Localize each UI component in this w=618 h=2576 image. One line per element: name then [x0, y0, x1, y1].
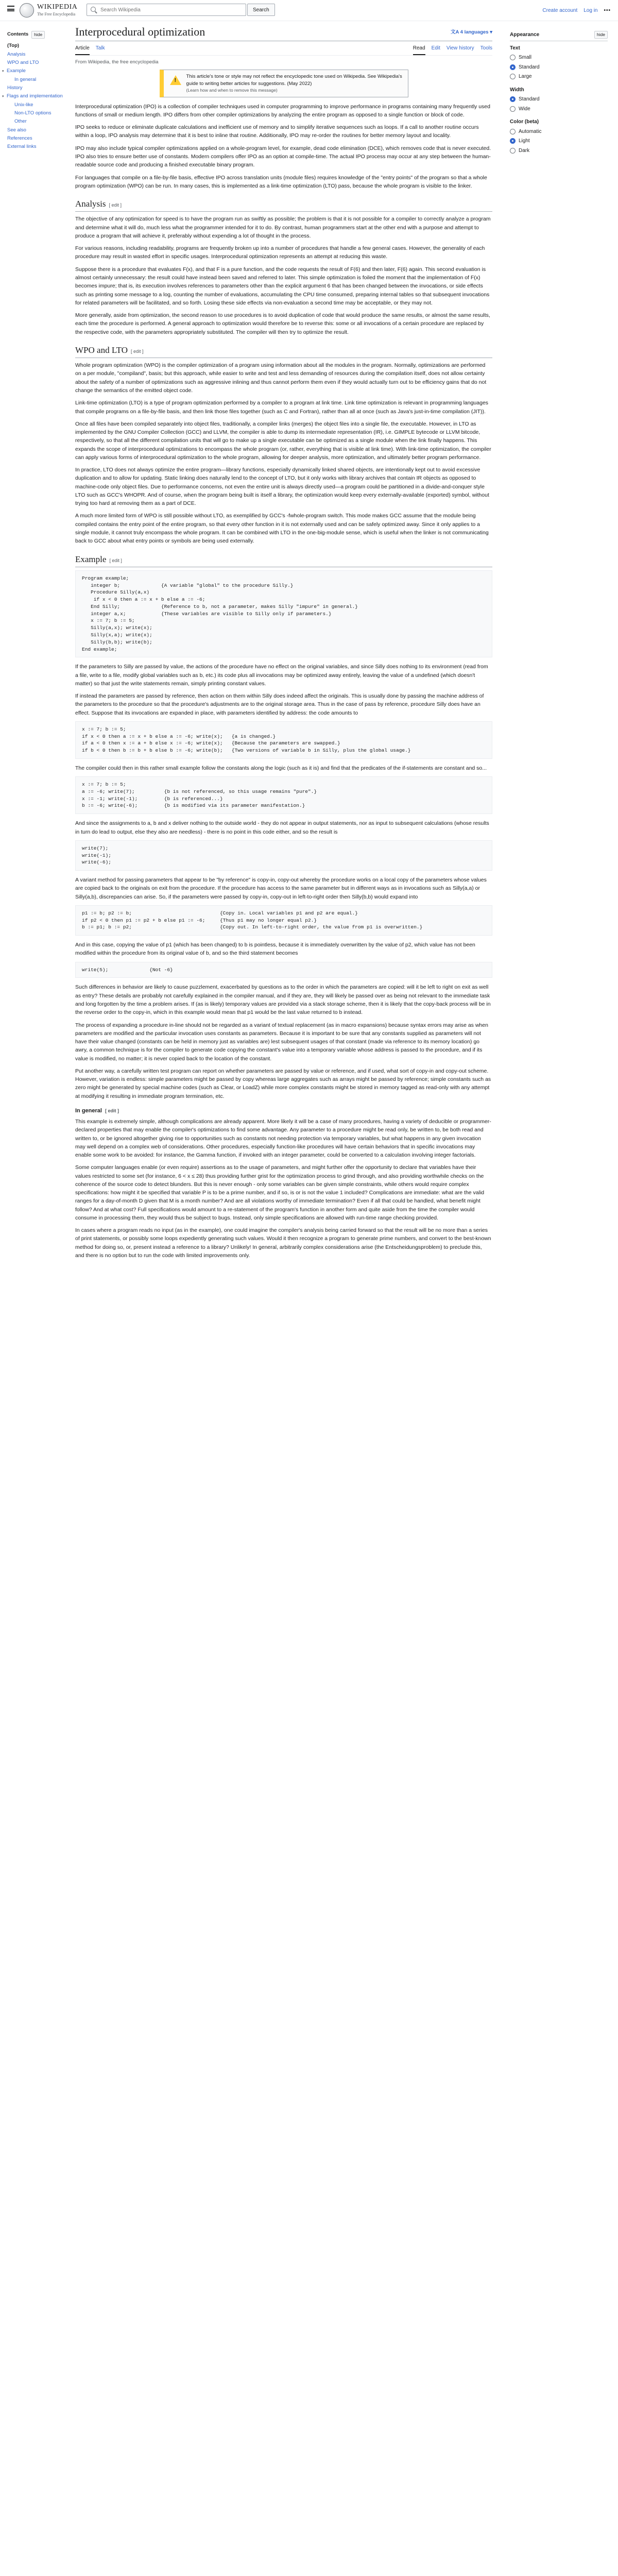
paragraph: In practice, LTO does not always optimize the entire program—library functions, especially dynamically linked shared objects, are intentionally kept out to avoid excessive duplication and to allow for updating. Static linking does naturally lend to the concept of LTO, but it only works with library archives that contain IR objects as opposed to machine-code only object files. Due to performance concerns, not even the entire unit is always directly used—a program could be partitioned in a divide-and-conquer style LTO such as GCC's WHOPR. And of course, when the program being built is itself a library, the optimization would keep every externally-available (exported) symbol, without trying too hard at removing them as a part of DCE.: [75, 467, 489, 507]
wikipedia-logo[interactable]: [20, 3, 77, 18]
toc-item-label: Other: [14, 118, 27, 125]
toc-item-label: History: [7, 84, 23, 91]
languages-label: 4 languages: [460, 29, 489, 35]
warning-icon: [170, 75, 181, 85]
wikipedia-globe-icon: [20, 3, 34, 18]
appearance-group-label: Text: [510, 45, 520, 51]
wordmark: WIKIPEDIA: [37, 3, 78, 11]
paragraph: A variant method for passing parameters that appear to be "by reference" is copy-in, copy-out whereby the procedure works on a local copy of the parameters whose values are copied back to the originals on exit from the procedure. If the procedure has access to the same parameter but in different ways as in invocations such as Silly(a,a) or Silly(a,b), discrepancies can arise. So, if the parameters were passed by copy-in, copy-out in left-to-right order then Silly(b,b) would expand into: [75, 877, 487, 900]
analysis-section: [75, 215, 492, 336]
appearance-option[interactable]: [510, 137, 608, 145]
appearance-title: Appearance: [510, 32, 540, 38]
code-block-copy-in-out: p1 := b; p2 := b; {Copy in. Local variables p1 and p2 are equal.} if p2 < 0 then p1 := p2 + b else p1 := -6; {Thus p1 may no longer equal p2.} b := p1; b := p2; {Copy out. In left-to-right order, the value from p1 is overwritten.}: [75, 905, 492, 936]
appearance-option-label: Wide: [519, 106, 530, 112]
search-box: [87, 4, 246, 16]
appearance-option[interactable]: [510, 54, 608, 62]
chevron-down-icon: ▾: [488, 29, 492, 35]
example-text: [75, 819, 492, 836]
paragraph: A much more limited form of WPO is still possible without LTO, as exemplified by GCC's -fwhole-program switch. This mode makes GCC assume that the module being compiled contains the entry point of the entire program, so that every other function in it is not externally used and can be safely optimized away. Since it only applies to a single module, it cannot truly encompass the whole program. It can be combined with LTO in the one-big-module sense, which is useful when the linker is not communicating back to GCC about what entry points or symbols are being used externally.: [75, 513, 489, 545]
table-of-contents: [2, 31, 68, 151]
toc-item[interactable]: [7, 59, 68, 67]
section-heading-wpo-lto: WPO and LTO [ edit ]: [75, 344, 492, 358]
paragraph: Link-time optimization (LTO) is a type of program optimization performed by a compiler to a program at link time. Link time optimization is relevant in programming languages that compile programs on a file-by-file basis, and then link those files together (such as C and Fortran), rather than all at once (such as Java's just-in-time compilation (JIT)).: [75, 400, 489, 415]
paragraph: The objective of any optimization for speed is to have the program run as swiftly as possible; the problem is that it is not possible for a compiler to correctly analyze a program and determine what it will do, much less what the programmer intended for it to do. By contrast, human programmers start at the other end with a purpose and attempt to produce a program that will achieve it, preferably without expending a lot of thought in the process.: [75, 216, 491, 239]
appearance-option[interactable]: [510, 128, 608, 136]
code-block-writes: write(7); write(-1); write(-6);: [75, 840, 492, 871]
tab-read[interactable]: Read: [413, 43, 425, 56]
paragraph: The process of expanding a procedure in-line should not be regarded as a variant of textual replacement (as in macro expansions) because syntax errors may arise as when parameters are modified and the particular invocation uses constants as parameters. Because it is important to be sure that any constants supplied as parameters will not have their value changed (constants can be held in memory just as variables are) lest subsequent usages of that constant (made via reference to its memory location) go awry, a common technique is for the compiler to generate code copying the constant's value into a temporary variable whose address is passed to the procedure, and if its value is modified, no matter; it is never copied back to the location of the constant.: [75, 1022, 488, 1062]
toc-item[interactable]: [2, 67, 68, 75]
toc-item[interactable]: [7, 117, 68, 126]
toc-item-label: External links: [7, 144, 37, 150]
toc-item[interactable]: [7, 84, 68, 92]
toc-item-label: See also: [7, 127, 26, 133]
in-general-section: [75, 1117, 492, 1260]
radio-button[interactable]: [510, 74, 516, 79]
appearance-panel: [510, 31, 608, 160]
appearance-option[interactable]: [510, 73, 608, 81]
tab-tools[interactable]: Tools: [480, 45, 492, 51]
toc-item-label: WPO and LTO: [7, 59, 39, 65]
more-options-icon[interactable]: •••: [604, 8, 611, 13]
toc-item[interactable]: [7, 143, 68, 151]
appearance-option-label: Standard: [519, 64, 540, 70]
edit-section-link[interactable]: [ edit ]: [131, 348, 144, 354]
appearance-option-label: Dark: [519, 147, 530, 154]
paragraph: The compiler could then in this rather small example follow the constants along the logic (such as it is) and find that the predicates of the if-statements are constant and so...: [75, 765, 487, 771]
toc-item[interactable]: [7, 126, 68, 134]
toc-item[interactable]: [7, 101, 68, 109]
chevron-down-icon[interactable]: ▾: [2, 70, 4, 74]
paragraph: IPO seeks to reduce or eliminate duplicate calculations and inefficient use of memory and to simplify iterative sequences such as loops. If a call to another routine occurs within a loop, IPO analysis may determine that it is best to inline that routine. Additionally, IPO may re-order the routines for better memory layout and locality.: [75, 124, 479, 139]
from-wikipedia-note: From Wikipedia, the free encyclopedia: [75, 59, 159, 65]
paragraph: And since the assignments to a, b and x deliver nothing to the outside world - they do not appear in output statements, nor as input to subsequent calculations (whose results in turn do lead to output, else they also are needless) - there is no point in this code either, and so the result is: [75, 820, 489, 835]
toc-item[interactable]: [2, 92, 68, 100]
appearance-group-label: Width: [510, 87, 524, 93]
toc-item[interactable]: [7, 134, 68, 143]
toc-item-label: Example: [7, 68, 26, 74]
example-text: [75, 876, 492, 901]
paragraph: More generally, aside from optimization, the second reason to use procedures is to avoid duplication of code that would produce the same results, or almost the same results, each time the procedure is performed. A general approach to optimization would therefore be to reverse this: some or all invocations of a certain procedure are replaced by the respective code, with the parameters appropriately substituted. The compiler will then try to optimize the result.: [75, 312, 490, 335]
toc-item-label: Analysis: [7, 51, 26, 57]
radio-button[interactable]: [510, 55, 516, 60]
paragraph: Such differences in behavior are likely to cause puzzlement, exacerbated by questions as to the order in which the parameters are copied: will it be left to right on exit as well as entry? These details are probably not carefully explained in the compiler manual, and if they are, they will likely be passed over as being not relevant to the immediate task and long forgotten by the time a problem arises. If (as is likely) temporary values are provided via a stack storage scheme, then it is likely that the copy-back process will be in the reverse order to the copy-in, which in this example would mean that p1 would be the last value returned to b instead.: [75, 984, 491, 1016]
example-text: [75, 941, 492, 958]
edit-section-link[interactable]: [ edit ]: [109, 557, 122, 563]
paragraph: This example is extremely simple, although complications are already apparent. More likely it will be a case of many procedures, having a variety of deducible or programmer-declared properties that may enable the compiler's optimizations to find some advantage. Any parameter to a procedure might be read only, be written to, be both read and written to, or be ignored altogether giving rise to opportunities such as constants not needing protection via temporary variables, but what happens in any given invocation may well depend on a complex web of considerations. Other procedures, especially function-like procedures will have certain behaviors that in specific invocations may enable some work to be avoided: for instance, the Gamma function, if invoked with an integer parameter, could be converted to a calculation involving integer factorials.: [75, 1118, 491, 1159]
radio-button[interactable]: [510, 148, 516, 154]
paragraph: For languages that compile on a file-by-file basis, effective IPO across translation units (module files) requires knowledge of the "entry points" of the program so that a whole program optimization (WPO) can be run. In many cases, this is implemented as a link-time optimization (LTO) pass, because the whole program is visible to the linker.: [75, 174, 487, 189]
search-button[interactable]: Search: [247, 4, 275, 16]
code-block-program: Program example; integer b; {A variable "global" to the procedure Silly.} Procedure Silly(a,x) if x < 0 then a := x + b else a := -6; End Silly; {Reference to b, not a parameter, makes Silly "impure" in general.} integer a,x; {These variables are visible to Silly only if parameters.} x := 7; b := 5; Silly(a,x); write(x); Silly(x,a); write(x); Silly(b,b); write(b); End example;: [75, 570, 492, 657]
page-title: Interprocedural optimization: [75, 25, 205, 38]
languages-button[interactable]: [451, 29, 492, 37]
appearance-group: [510, 118, 608, 155]
paragraph: If instead the parameters are passed by reference, then action on them within Silly does indeed affect the originals. This is usually done by passing the machine address of the parameters to the procedure so that the procedure's adjustments are to the original storage area. Thus in the case of pass by reference, procedure Silly does have an effect. Suppose that its invocations are expanded in place, with parameters identified by address: the code amounts to: [75, 693, 484, 716]
toc-item[interactable]: [7, 76, 68, 84]
radio-button[interactable]: [510, 96, 516, 102]
toc-title: Contents: [7, 31, 29, 38]
appearance-option[interactable]: [510, 63, 608, 72]
paragraph: IPO may also include typical compiler optimizations applied on a whole-program level, for example, dead code elimination (DCE), which removes code that is never executed. IPO also tries to ensure better use of constants. Modern compilers offer IPO as an option at compile-time. The actual IPO process may occur at any step between the human-readable source code and producing a finished executable binary program.: [75, 145, 491, 168]
tab-article[interactable]: Article: [75, 43, 90, 56]
appearance-option-label: Small: [519, 55, 532, 60]
main-menu-icon[interactable]: [7, 6, 14, 11]
appearance-group-label: Color (beta): [510, 119, 539, 125]
code-block-write-result: write(5); {Not -6}: [75, 962, 492, 978]
toc-item-label: (Top): [7, 43, 20, 49]
edit-section-link[interactable]: [ edit ]: [105, 1108, 119, 1113]
radio-button[interactable]: [510, 106, 516, 112]
log-in-link[interactable]: Log in: [583, 8, 598, 13]
toc-item-label: References: [7, 135, 32, 141]
section-heading-analysis: Analysis [ edit ]: [75, 197, 492, 212]
paragraph: For various reasons, including readability, programs are frequently broken up into a number of procedures that handle a few general cases. However, the generality of each procedure may result in wasted effort in specific usages. Interprocedural optimization represents an attempt at reducing this waste.: [75, 245, 485, 260]
appearance-option-label: Large: [519, 74, 532, 79]
toc-item-label: Flags and implementation: [7, 93, 63, 99]
search-icon: [91, 7, 96, 12]
example-text: [75, 663, 492, 717]
paragraph: Once all files have been compiled separately into object files, traditionally, a compiler links (merges) the object files into a single file, the executable. However, in LTO as implemented by the GNU Compiler Collection (GCC) and LLVM, the compiler is able to dump its intermediate representation (IR), i.e. GIMPLE bytecode or LLVM bitcode, respectively, so that all the different compilation units that will go to make up a single executable can be optimized as a single module when the link finally happens. This expands the scope of interprocedural optimizations to encompass the whole program (or, rather, everything that is visible at link time). With link-time optimization, the compiler can apply various forms of interprocedural optimization to the whole program, allowing for deeper analysis, more optimization, and ultimately better program performance.: [75, 420, 491, 461]
appearance-option-label: Automatic: [519, 128, 542, 134]
page-tabs: [75, 43, 492, 56]
user-nav: [542, 7, 611, 15]
section-heading-in-general: In general [ edit ]: [75, 1107, 119, 1114]
example-text: [75, 764, 492, 772]
toc-item[interactable]: [7, 109, 68, 117]
appearance-option[interactable]: [510, 105, 608, 113]
tagline: The Free Encyclopedia: [37, 12, 76, 17]
toc-item-label: In general: [14, 76, 37, 82]
paragraph: Whole program optimization (WPO) is the compiler optimization of a program using information about all the modules in the program. Normally, optimizations are performed on a per module, "compiland", basis; but this approach, while easier to write and test and less demanding of resources during the compilation itself, does not allow certainty about the safety of a number of optimizations such as aggressive inlining and thus cannot perform them even if they would actually turn out to be efficiency gains that do not change the semantics of the emitted object code.: [75, 362, 487, 394]
paragraph: Suppose there is a procedure that evaluates F(x), and that F is a pure function, and the code requests the result of F(6) and then later, F(6) again. This second evaluation is almost certainly unnecessary: the result could have instead been saved and referred to later. This simple optimization is foiled the moment that the implementation of F(x) becomes impure; that is, its execution involves references to parameters other than the explicit argument 6 that has been changed between the invocations, or side effects such as printing some message to a log, counting the number of evaluations, accumulating the CPU time consumed, preparing internal tables so that subsequent invocations for related parameters will be facilitated, and so forth. Losing these side effects via non-evaluation a second time may be acceptable, or they may not.: [75, 266, 490, 306]
tone-warning-text: This article's tone or style may not reflect the encyclopedic tone used on Wikipedia. See Wikipedia's guide to writing better articles for suggestions. (May 2022): [186, 73, 402, 87]
radio-button[interactable]: [510, 129, 516, 134]
appearance-option-label: Light: [519, 138, 530, 144]
chevron-down-icon[interactable]: ▾: [2, 95, 4, 99]
appearance-option[interactable]: [510, 147, 608, 155]
paragraph: Put another way, a carefully written test program can report on whether parameters are passed by value or reference, and if used, what sort of copy-in and copy-out scheme. However, variation is endless: simple parameters might be passed by copy whereas large aggregates such as arrays might be passed by reference; simple constants such as zero might be generated by special machine codes (such as Clear, or LoadZ) while more complex constants might be stored in memory tagged as read-only with any attempt at modifying it resulting in immediate program termination, etc.: [75, 1067, 491, 1099]
create-account-link[interactable]: Create account: [542, 8, 578, 13]
appearance-option[interactable]: [510, 95, 608, 104]
search-input[interactable]: [99, 4, 225, 15]
intro-section: [75, 103, 492, 190]
site-header: [0, 0, 618, 21]
tab-view-history[interactable]: View history: [446, 45, 474, 51]
tone-warning-box: [160, 70, 408, 97]
paragraph: And in this case, copying the value of p1 (which has been changed) to b is pointless, because it is immediately overwritten by the value of p2, which value has not been modified within the procedure from its original value of b, and so the third statement becomes: [75, 942, 475, 957]
paragraph: Interprocedural optimization (IPO) is a collection of compiler techniques used in computer programming to improve performance in programs containing many frequently used functions of small or medium length. IPO differs from other compiler optimizations by analyzing the entire program as opposed to a single function or block of code.: [75, 103, 490, 118]
radio-button[interactable]: [510, 138, 516, 144]
article: [75, 25, 492, 1264]
radio-button[interactable]: [510, 64, 516, 70]
appearance-group: [510, 86, 608, 113]
edit-section-link[interactable]: [ edit ]: [109, 202, 122, 208]
toc-item-label: Unix-like: [14, 101, 33, 108]
translate-icon: 文A: [451, 29, 460, 35]
toc-hide-button[interactable]: hide: [31, 31, 45, 39]
appearance-option-label: Standard: [519, 96, 540, 102]
paragraph: If the parameters to Silly are passed by value, the actions of the procedure have no effect on the original variables, and since Silly does nothing to its environment (read from a file, write to a file, modify global variables such as b, etc.) its code plus all invocations may be optimized away entirely, leaving the value of a undefined (which doesn't matter) so that just the write statements remain, simply printing constant values.: [75, 664, 488, 687]
toc-item[interactable]: [7, 42, 68, 50]
toc-item[interactable]: [7, 50, 68, 59]
wpo-section: [75, 361, 492, 545]
paragraph: Some computer languages enable (or even require) assertions as to the usage of parameters, and might further offer the opportunity to declare that variables have their values restricted to some set (for instance, 6 < x ≤ 28) thus providing further grist for the optimization process to grind through, and also providing worthwhile checks on the coherence of the source code to detect blunders. But this is never enough - only some variables can be given simple constraints, while others would require complex specifications: how might it be specified that variable P is to be a prime number, and if so, is or is not the value 1 included? Complications are immediate: what are the valid ranges for a day-of-month D given that M is a month number? And are all violations worthy of immediate termination? Even if all that could be handled, what benefit might follow? And at what cost? Full specifications would amount to a re-statement of the program's function in another form and quite aside from the time the compiler would consume in processing them, they would thus be subject to bugs. Instead, only simple specifications are allowed with run-time range checking provided.: [75, 1164, 485, 1221]
paragraph: In cases where a program reads no input (as in the example), one could imagine the compiler's analysis being carried forward so that the result will be no more than a series of print statements, or possibly some loops expediently generating such values. Would it then recognize a program to generate prime numbers, and convert to the best-known method for doing so, or, present instead a reference to a library? Unlikely! In general, arbitrarily complex considerations arise (the Entscheidungsproblem) to preclude this, and there is no option but to run the code with limited improvements only.: [75, 1227, 491, 1259]
code-block-constant-folded: x := 7; b := 5; a := -6; write(7); {b is not referenced, so this usage remains "pure".} x := -1; write(-1); {b is referenced...} b := -6; write(-6); {b is modified via its parameter manifestation.}: [75, 776, 492, 814]
toc-item-label: Non-LTO options: [14, 110, 52, 116]
code-block-expanded: x := 7; b := 5; if x < 0 then a := x + b else a := -6; write(x); {a is changed.} if a < 0 then x := a + b else x := -6; write(x); {Because the parameters are swapped.} if b < 0 then b := b + b else b := -6; write(b); {Two versions of variable b in Silly, plus the global usage.}: [75, 721, 492, 759]
section-heading-example: Example [ edit ]: [75, 553, 492, 567]
example-text: [75, 983, 492, 1100]
tab-talk[interactable]: Talk: [95, 45, 105, 51]
appearance-hide-button[interactable]: hide: [594, 31, 608, 39]
tab-edit[interactable]: Edit: [431, 45, 440, 51]
learn-more-link[interactable]: (Learn how and when to remove this message): [186, 88, 278, 93]
appearance-group: [510, 44, 608, 81]
toc-list: [2, 42, 68, 151]
